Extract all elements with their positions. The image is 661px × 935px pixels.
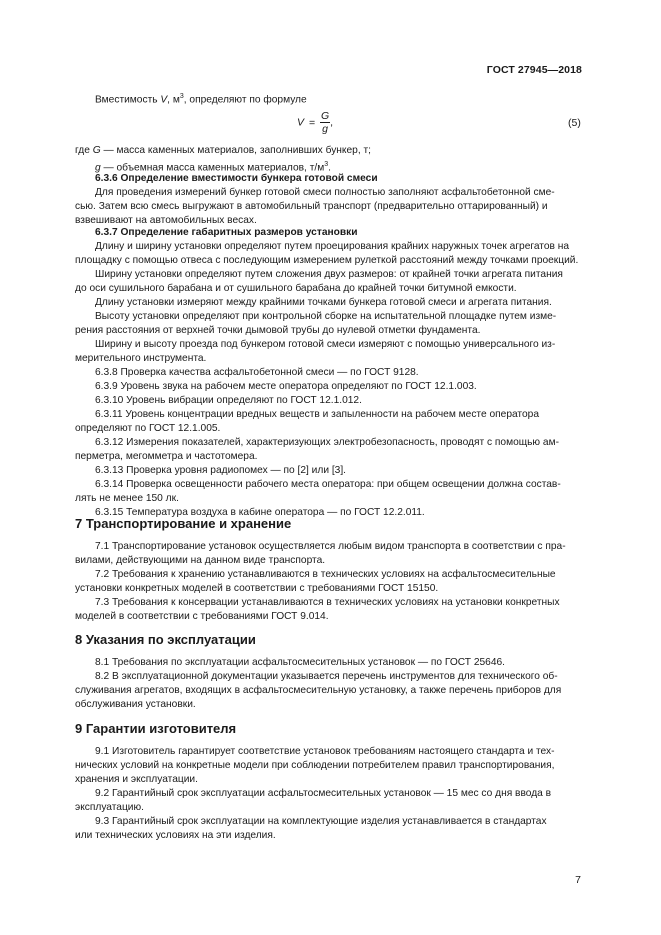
section-9-body: 9.1 Изготовитель гарантирует соответствие установок требованиям настоящего стандарта и тех- нических условий на конкретные модели при соблюдении потребителем правил транспортирования, хранения и эксплуатации. 9.2 Гарантийный срок эксплуатации асфальтосмесительных установок — 15 мес со дня ввода в эксплуатацию. 9.3 Гарантийный срок эксплуатации на комплектующие изделия устанавливается в стандартах или технических условиях на эти изделия.: [75, 746, 555, 841]
section-8-body: 8.1 Требования по эксплуатации асфальтосмесительных установок — по ГОСТ 25646. 8.2 В эксплуатационной документации указывается перечень инструментов для технического об- служивания агрегатов, входящих в асфальтосмесительную установку, а также перечень приборов для обслуживания установки.: [75, 657, 562, 710]
heading-section-8: 8 Указания по эксплуатации: [75, 632, 256, 647]
section-6-3-6-title: 6.3.6 Определение вместимости бункера готовой смеси: [95, 173, 378, 184]
capacity-intro: Вместимость V, $м^3$, определяют по формуле: [95, 93, 307, 106]
section-6-3-6: 6.3.6 Определение вместимости бункера готовой смеси Для проведения измерений бункер готовой смеси полностью заполняют асфальтобетонной сме- сью. Затем всю смесь выгружают в автомобильный транспорт (предварительно оттарированный) и взвешивают на автомобильных весах.: [75, 172, 581, 228]
formula-legend: [75, 144, 581, 175]
section-6-3-7: 6.3.7 Определение габаритных размеров установки Длину и ширину установки определяют путем проецирования крайних наружных точек агрегатов на площадку с помощью отвеса с последующим измерением рулеткой расстояний между точками проекций. Ширину установки определяют путем сложения двух размеров: от крайней точки агрегата питания до оси сушильного барабана и от сушильного барабана до крайней точки битумной емкости. Длину установки измеряют между крайними точками бункера готовой смеси и агрегата питания. Высоту установки определяют при контрольной сборке на испытательной площадке путем изме- рения расстояния от верхней точки дымовой трубы до нулевой отметки фундамента. Ширину и высоту проезда под бункером готовой смеси измеряют с помощью универсального из- мерительного инструмента.: [75, 226, 581, 366]
formula-fraction: $\frac{G}{g}$: [321, 110, 330, 135]
document-code-header: ГОСТ 27945—2018: [486, 64, 582, 76]
heading-section-9: 9 Гарантии изготовителя: [75, 721, 237, 736]
legend-G: где G — масса каменных материалов, заполнивших бункер, т;: [75, 145, 371, 156]
page-number: 7: [575, 874, 581, 886]
legend-g: g — объемная масса каменных материалов, $т/м^3$.: [95, 161, 331, 174]
formula-5: V = $\frac{G}{g}$ ,: [297, 110, 334, 135]
items-6-3-8-to-15: 6.3.8 Проверка качества асфальтобетонной смеси — по ГОСТ 9128. 6.3.9 Уровень звука на рабочем месте оператора определяют по ГОСТ 12.1.003. 6.3.10 Уровень вибрации определяют по ГОСТ 12.1.012. 6.3.11 Уровень концентрации вредных веществ и запыленности на рабочем месте оператора определяют по ГОСТ 12.1.005. 6.3.12 Измерения показателей, характеризующих электробезопасность, проводят с помощью ам- перметра, мегомметра и частотомера. 6.3.13 Проверка уровня радиопомех — по [2] или [3]. 6.3.14 Проверка освещенности рабочего места оператора: при общем освещении должна состав- лять не менее 150 лк. 6.3.15 Температура воздуха в кабине оператора — по ГОСТ 12.2.011.: [75, 367, 561, 518]
heading-section-7: 7 Транспортирование и хранение: [75, 516, 292, 531]
formula-number: (5): [568, 117, 581, 129]
section-6-3-7-title: 6.3.7 Определение габаритных размеров установки: [95, 227, 358, 238]
section-7-body: 7.1 Транспортирование установок осуществляется любым видом транспорта в соответствии с пра- вилами, действующими на данном виде транспорта. 7.2 Требования к хранению устанавливаются в технических условиях на асфальтосмесительные установки конкретных моделей в соответствии с требованиями ГОСТ 15150. 7.3 Требования к консервации устанавливаются в технических условиях на установки конкретных моделей в соответствии с требованиями ГОСТ 9.014.: [75, 541, 566, 622]
